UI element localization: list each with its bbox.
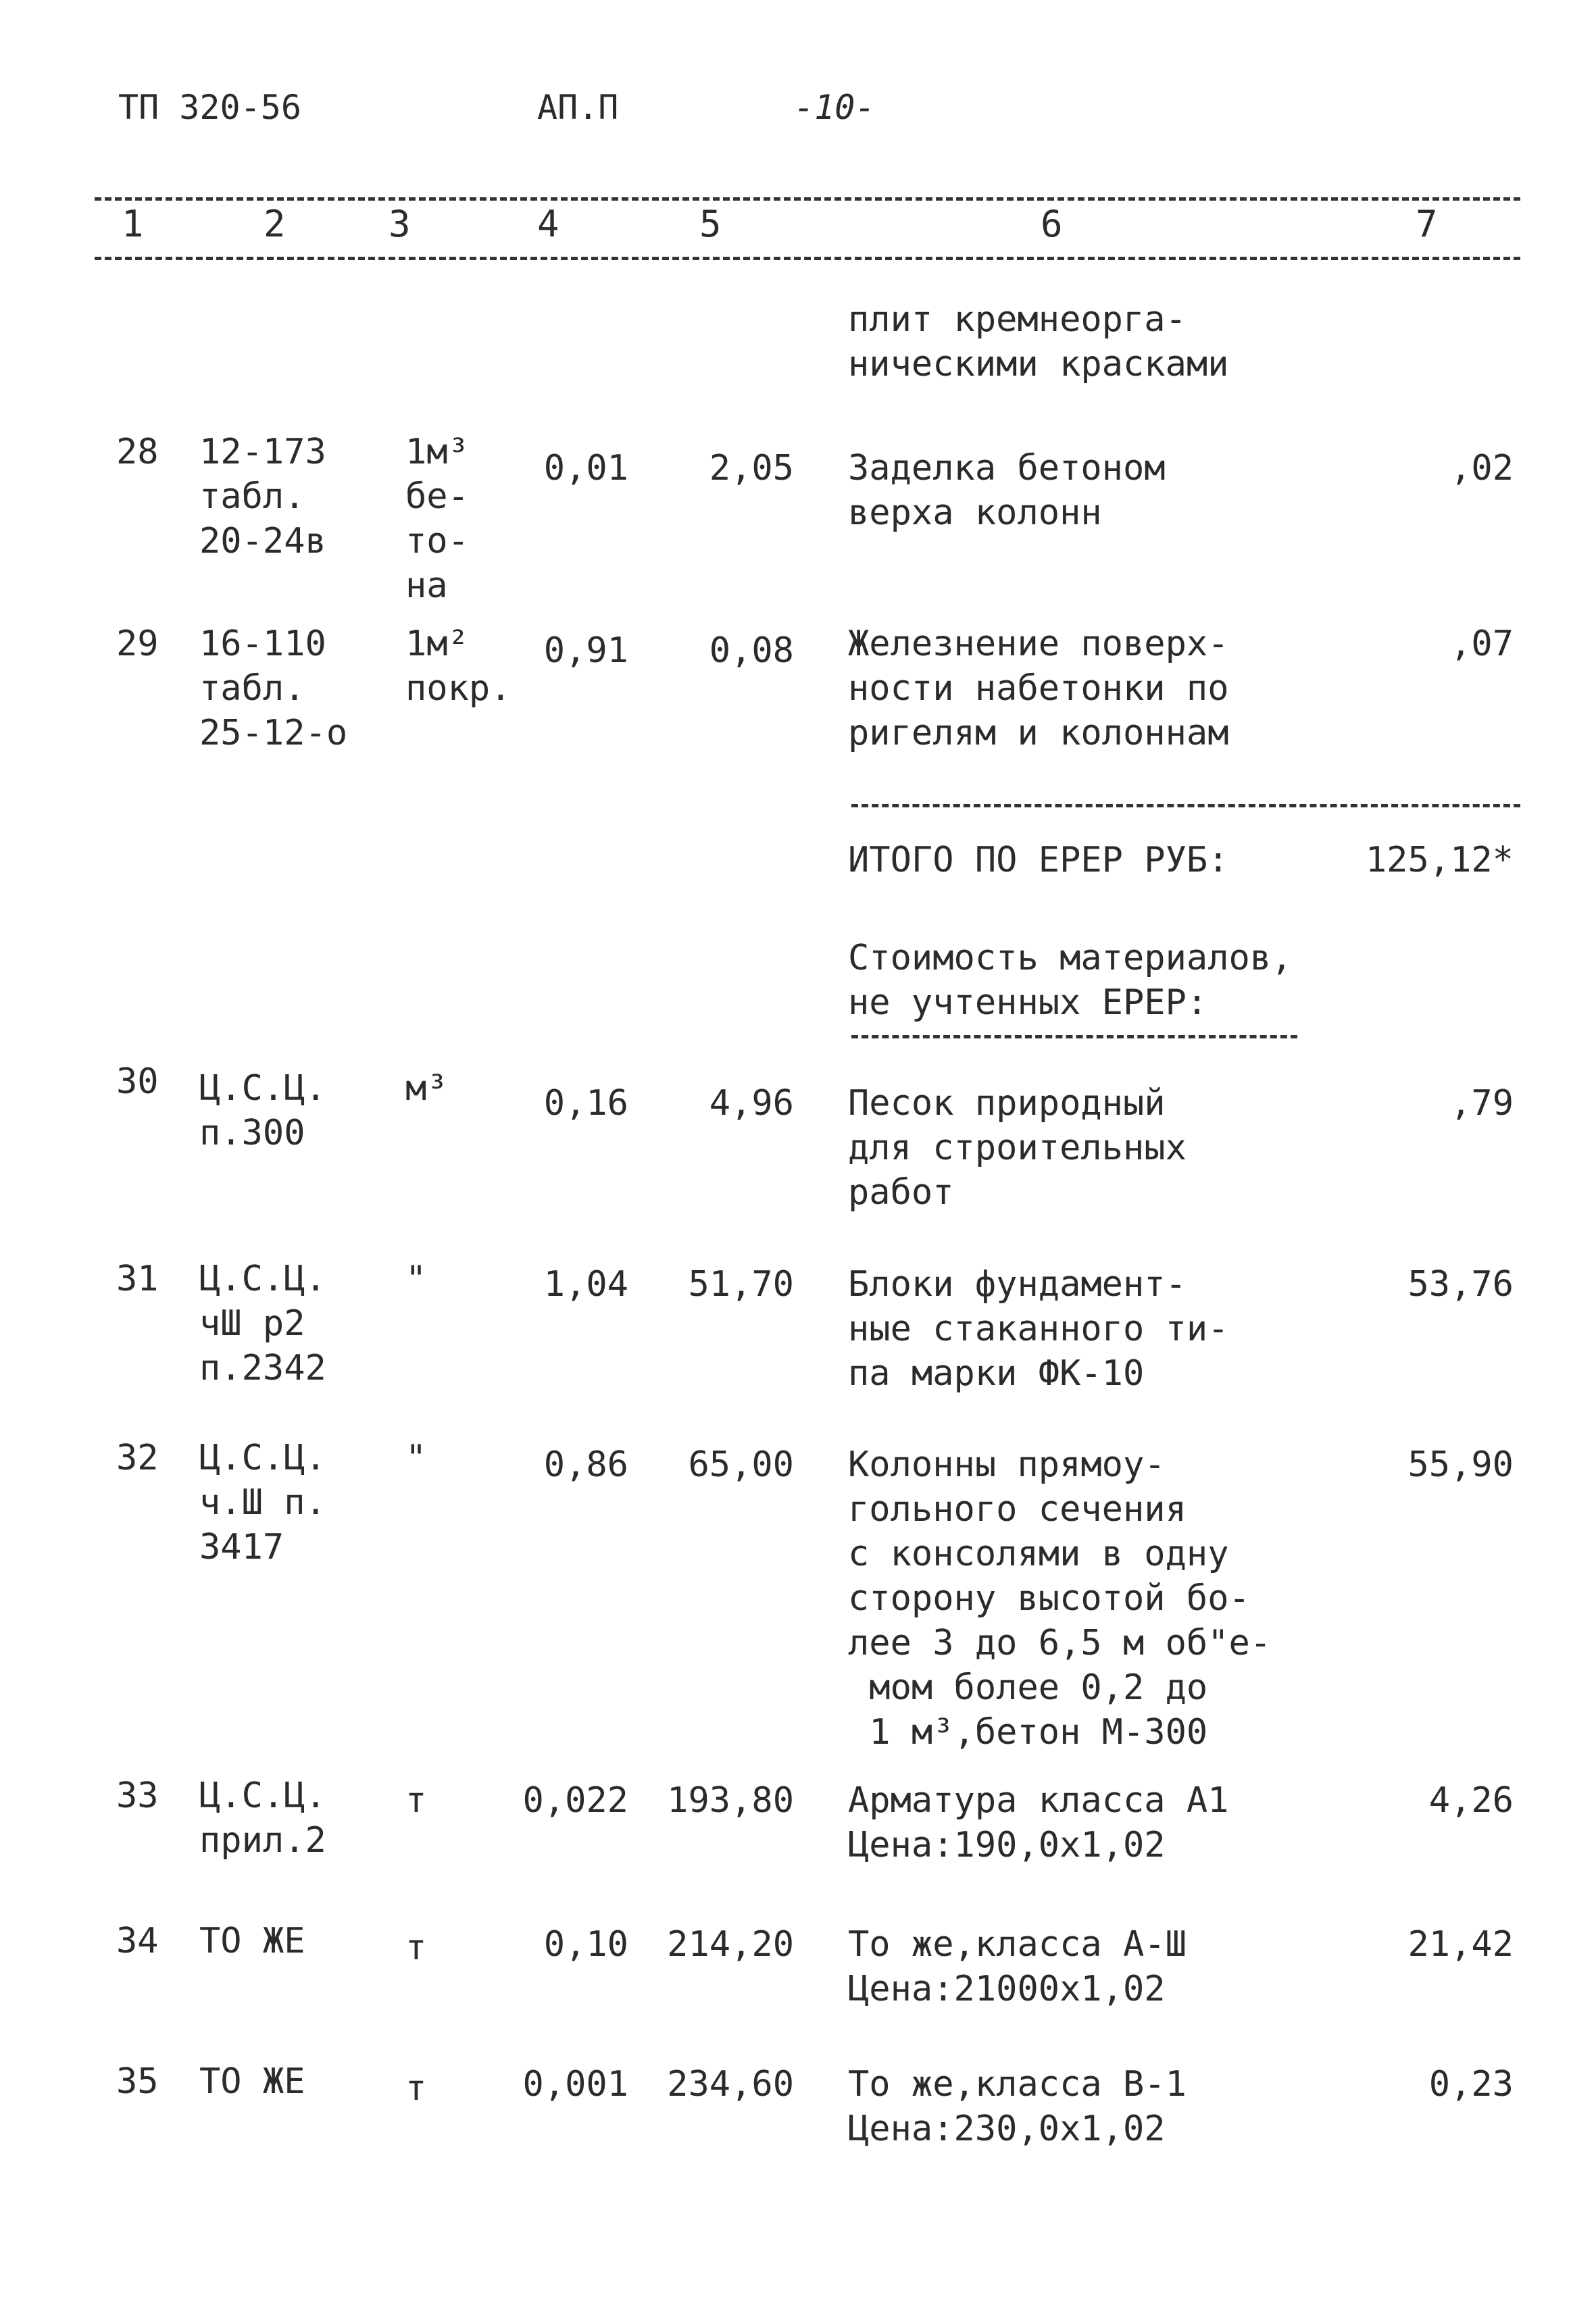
continuation-text: плит кремнеорга- ническими красками (848, 299, 1229, 384)
row-total: 4,26 (1428, 1780, 1514, 1821)
materials-heading: Стоимость материалов, не учтенных ЕРЕР: (848, 938, 1293, 1023)
doc-code: ТП 320-56 (118, 88, 301, 127)
rate-code: 12-173 табл. 20-24в (199, 432, 326, 561)
column-number-2: 2 (264, 203, 286, 245)
rate-code: Ц.С.Ц. прил.2 (199, 1776, 326, 1861)
column-number-7: 7 (1416, 203, 1438, 245)
column-number-3: 3 (389, 203, 411, 245)
rate-code: ТО ЖЕ (199, 1921, 305, 1961)
row-total: 55,90 (1407, 1444, 1514, 1485)
unit-price: 2,05 (709, 448, 794, 488)
work-description: Заделка бетоном верха колонн (848, 448, 1166, 533)
subtotal-label: ИТОГО ПО ЕРЕР РУБ: (848, 840, 1229, 880)
unit: т (405, 2068, 427, 2109)
column-number-4: 4 (537, 203, 559, 245)
quantity: 0,86 (543, 1444, 628, 1485)
row-total: 0,23 (1428, 2064, 1514, 2105)
unit-price: 214,20 (667, 1924, 794, 1965)
rate-code: ТО ЖЕ (199, 2061, 305, 2102)
unit-price: 0,08 (709, 630, 794, 671)
header-rule-top (95, 197, 1520, 201)
page-number: -10- (794, 88, 876, 127)
row-number: 34 (116, 1921, 159, 1961)
row-number: 30 (116, 1061, 159, 1102)
row-number: 35 (116, 2061, 159, 2102)
column-number-6: 6 (1041, 203, 1063, 245)
quantity: 0,01 (543, 448, 628, 488)
material-description: Колонны прямоу- гольного сечения с консолями в одну сторону высотой бо- лее 3 до 6,5 м об"е- мом более 0,2 до 1 м³,бетон М-300 (848, 1444, 1272, 1753)
row-total: 21,42 (1407, 1924, 1514, 1965)
quantity: 0,16 (543, 1083, 628, 1124)
quantity: 0,001 (522, 2064, 628, 2105)
material-description: То же,класса В-1 Цена:230,0х1,02 (848, 2064, 1187, 2149)
row-number: 33 (116, 1776, 159, 1816)
row-number: 29 (116, 624, 159, 664)
quantity: 0,022 (522, 1780, 628, 1821)
rate-code: Ц.С.Ц. чШ р2 п.2342 (199, 1259, 326, 1388)
rate-code: Ц.С.Ц. п.300 (199, 1068, 326, 1153)
unit-price: 193,80 (667, 1780, 794, 1821)
header-rule-bottom (95, 257, 1520, 260)
album-code: АП.П (537, 88, 619, 127)
row-total: ,07 (1450, 624, 1514, 664)
quantity: 1,04 (543, 1264, 628, 1305)
unit: м³ (405, 1068, 448, 1109)
row-number: 31 (116, 1259, 159, 1299)
subtotal-value: 125,12* (1365, 840, 1514, 880)
column-number-5: 5 (699, 203, 722, 245)
unit-price: 65,00 (688, 1444, 794, 1485)
subtotal-divider (851, 804, 1520, 807)
row-number: 32 (116, 1438, 159, 1478)
unit: т (405, 1928, 427, 1968)
material-description: Песок природный для строительных работ (848, 1083, 1187, 1213)
column-number-1: 1 (122, 203, 144, 245)
row-total: ,02 (1450, 448, 1514, 488)
unit-price: 4,96 (709, 1083, 794, 1124)
unit-price: 51,70 (688, 1264, 794, 1305)
material-description: Арматура класса А1 Цена:190,0х1,02 (848, 1780, 1229, 1865)
unit: 1м³ бе- то- на (405, 432, 469, 606)
unit: " (405, 1438, 427, 1478)
row-total: ,79 (1450, 1083, 1514, 1124)
quantity: 0,10 (543, 1924, 628, 1965)
materials-heading-divider (851, 1035, 1297, 1038)
rate-code: Ц.С.Ц. ч.Ш п. 3417 (199, 1438, 326, 1567)
unit: т (405, 1780, 427, 1821)
material-description: То же,класса А-Ш Цена:21000х1,02 (848, 1924, 1187, 2009)
quantity: 0,91 (543, 630, 628, 671)
row-number: 28 (116, 432, 159, 472)
work-description: Железнение поверх- ности набетонки по ригелям и колоннам (848, 624, 1229, 753)
rate-code: 16-110 табл. 25-12-о (199, 624, 348, 753)
unit-price: 234,60 (667, 2064, 794, 2105)
material-description: Блоки фундамент- ные стаканного ти- па марки ФК-10 (848, 1264, 1229, 1394)
unit: " (405, 1259, 427, 1299)
unit: 1м² покр. (405, 624, 512, 709)
row-total: 53,76 (1407, 1264, 1514, 1305)
